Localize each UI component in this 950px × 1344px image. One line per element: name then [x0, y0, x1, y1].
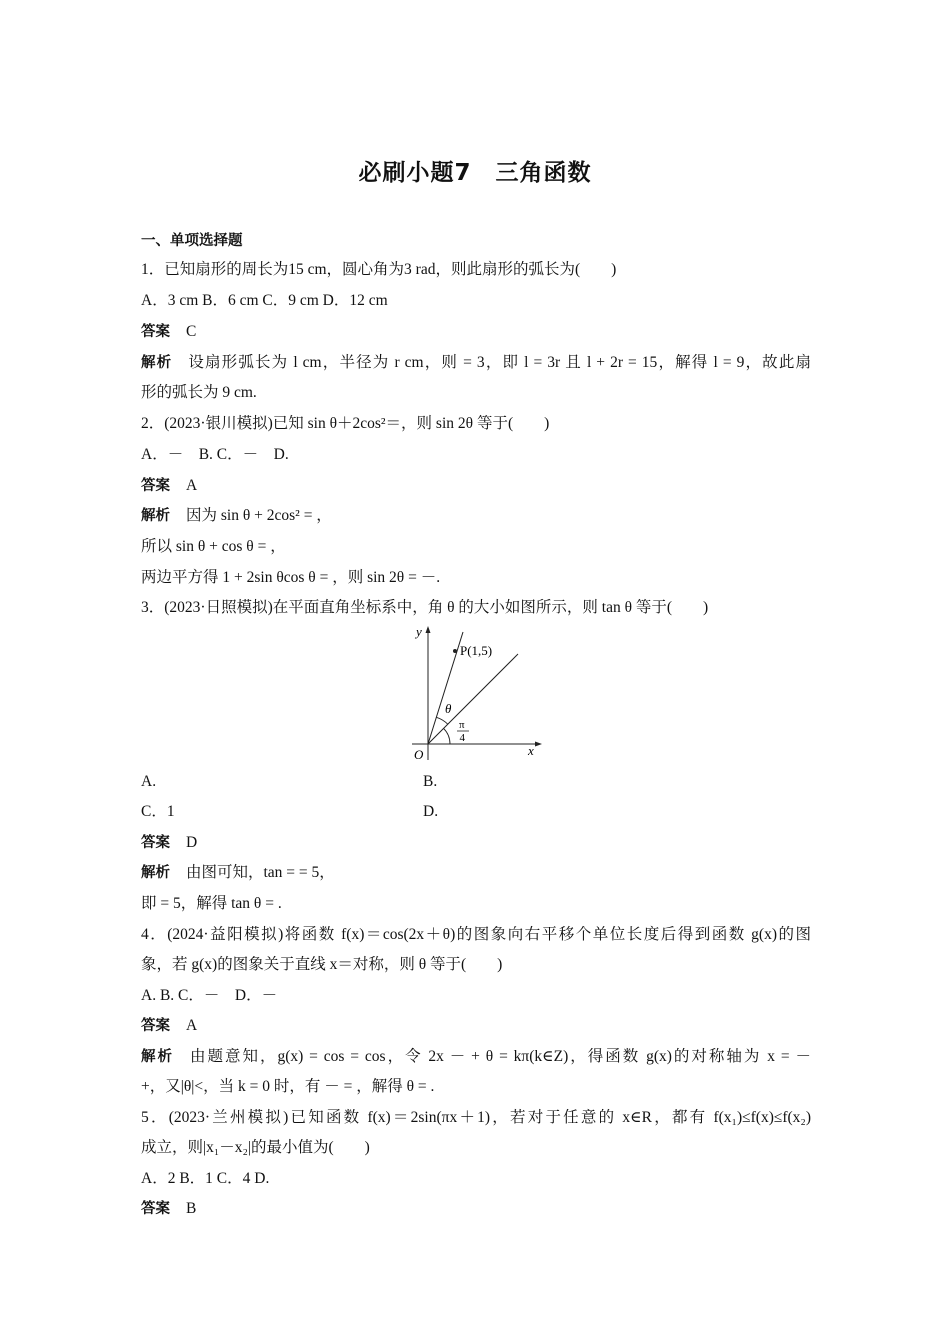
y-axis-arrow: [426, 626, 431, 633]
q2-answer-line: [141, 475, 811, 497]
x-axis-label: x: [528, 743, 534, 758]
point-p: [453, 649, 457, 653]
y-axis-label: y: [416, 624, 422, 639]
q2-analysis-text1: 因为 sin θ + 2cos² = ，: [186, 507, 332, 524]
q1-options: A．3 cm B．6 cm C．9 cm D．12 cm: [141, 292, 388, 309]
q2-analysis-line2: 所以 sin θ + cos θ = ，: [141, 538, 286, 555]
answer-label: 答案: [141, 1201, 170, 1217]
q2-answer: A: [186, 477, 198, 494]
q3-option-d: D.: [423, 803, 439, 820]
origin-label: O: [414, 747, 424, 762]
q3-analysis-line2: 即 = 5，解得 tan θ = .: [141, 895, 282, 912]
q5-options: A．2 B．1 C．4 D.: [141, 1170, 270, 1187]
q4-analysis-text1: 由题意知，g(x) = cos = cos，令 2x － + θ = kπ(k∈Z)，得函数 g(x)的对称轴为 x = －: [190, 1048, 812, 1065]
q3-stem: 3．(2023·日照模拟)在平面直角坐标系中，角 θ 的大小如图所示，则 tan θ 等于( ): [141, 599, 709, 616]
q1-analysis-line2: 形的弧长为 9 cm.: [141, 384, 257, 401]
q3-option-b: B.: [423, 773, 438, 790]
q4-analysis-line2: +，又|θ|<，当 k = 0 时，有 － = ，解得 θ = .: [141, 1078, 435, 1095]
answer-label: 答案: [141, 1018, 170, 1034]
theta-label: θ: [445, 701, 452, 716]
q1-analysis-line1: [141, 352, 811, 374]
q3-analysis-text1: 由图可知，tan = = 5，: [186, 864, 335, 881]
q5-stem-line2: 成立，则|x₁－x₂|的最小值为( ): [141, 1139, 370, 1156]
q2-analysis-line3: 两边平方得 1 + 2sin θcos θ = ，则 sin 2θ = －.: [141, 569, 441, 586]
analysis-label: 解析: [141, 508, 170, 524]
theta-arc: [436, 717, 447, 724]
pi-over-4-arc: [444, 728, 450, 744]
page-title: 必刷小题7 三角函数: [358, 160, 592, 186]
q2-analysis-line1: [141, 505, 811, 527]
q1-answer-line: [141, 321, 811, 343]
analysis-label: 解析: [141, 1049, 174, 1065]
q3-options-row2: [141, 801, 811, 823]
q4-answer-line: [141, 1015, 811, 1037]
q2-options: A．－ B. C．－ D.: [141, 446, 289, 463]
analysis-label: 解析: [141, 865, 170, 881]
q5-answer: B: [186, 1200, 197, 1217]
angle-denominator: 4: [459, 732, 465, 744]
x-axis-arrow: [535, 742, 542, 747]
ray-pi-over-4: [428, 654, 518, 744]
q5-stem-line1: 5．(2023·兰州模拟)已知函数 f(x)＝2sin(πx＋1)，若对于任意的 x∈R，都有 f(x₁)≤f(x)≤f(x₂): [141, 1109, 811, 1126]
point-p-label: P(1,5): [460, 643, 493, 658]
q5-answer-line: [141, 1198, 811, 1220]
q3-option-a: A.: [141, 773, 157, 790]
answer-label: 答案: [141, 478, 170, 494]
q3-analysis-line1: [141, 862, 811, 884]
analysis-label: 解析: [141, 355, 173, 371]
answer-label: 答案: [141, 324, 170, 340]
section-heading: 一、单项选择题: [141, 233, 243, 249]
coordinate-diagram: [406, 622, 546, 764]
q3-answer-line: [141, 832, 811, 854]
angle-numerator: π: [459, 719, 465, 731]
q4-stem-line1: 4．(2024·益阳模拟)将函数 f(x)＝cos(2x＋θ)的图象向右平移个单位长度后得到函数 g(x)的图: [141, 926, 811, 943]
q4-options: A. B. C．－ D．－: [141, 987, 278, 1004]
q4-stem-line2: 象，若 g(x)的图象关于直线 x＝对称，则 θ 等于( ): [141, 956, 503, 973]
answer-label: 答案: [141, 835, 170, 851]
q3-answer: D: [186, 834, 198, 851]
q4-answer: A: [186, 1017, 198, 1034]
q1-analysis-text1: 设扇形弧长为 l cm，半径为 r cm，则 = 3，即 l = 3r 且 l + 2r = 15，解得 l = 9，故此扇: [188, 354, 811, 371]
q2-stem: 2．(2023·银川模拟)已知 sin θ＋2cos²＝，则 sin 2θ 等于( ): [141, 415, 550, 432]
q1-stem: 1．已知扇形的周长为15 cm，圆心角为3 rad，则此扇形的弧长为( ): [141, 261, 617, 278]
q4-analysis-line1: [141, 1046, 811, 1068]
q3-options-row1: [141, 771, 811, 793]
q3-angle-figure: [406, 622, 546, 764]
q1-answer: C: [186, 323, 197, 340]
q3-option-c: C．1: [141, 803, 175, 820]
